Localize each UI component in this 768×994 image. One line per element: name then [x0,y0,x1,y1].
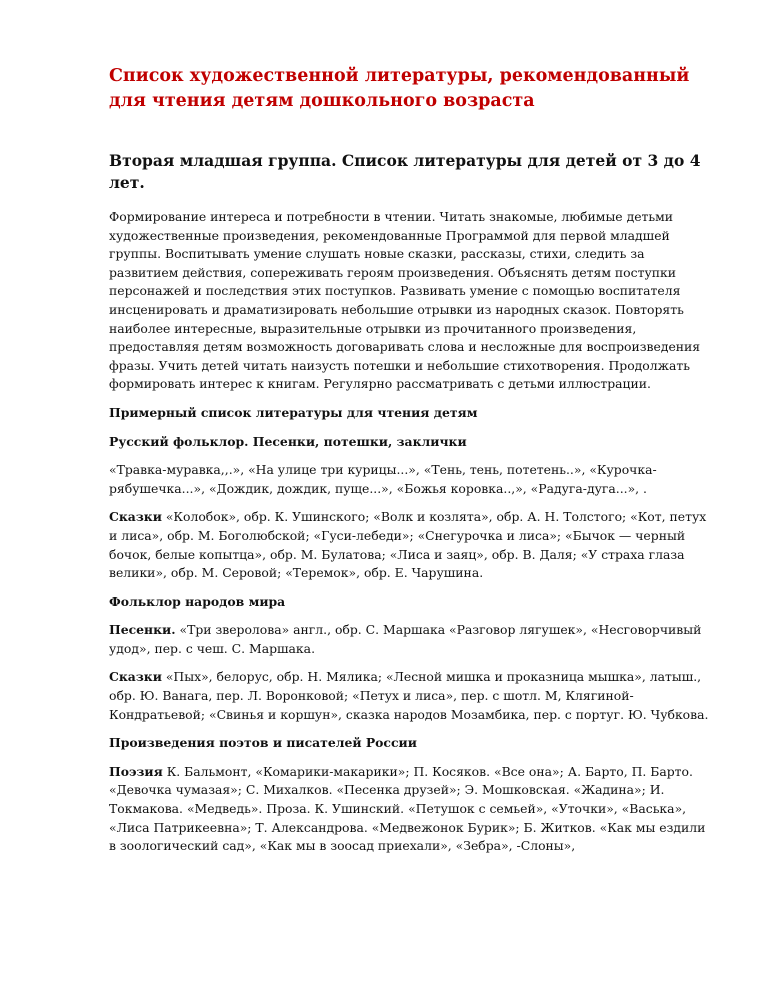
world-tales-text: «Пых», белорус, обр. Н. Мялика; «Лесной мишка и проказница мышка», латыш., обр. Ю. Ванага, пер. Л. Воронковой; «Петух и лиса», пер. с шотл. М, Клягиной-Кондратьевой; «Свинья и коршун», сказка народов Мозамбика, пер. с португ. Ю. Чубкова. [109,669,709,722]
russian-tales-label: Сказки [109,509,162,525]
world-folklore-heading: Фольклор народов мира [109,593,286,609]
poetry-label: Поэзия [109,763,163,779]
sample-list-heading: Примерный список литературы для чтения детям [109,404,478,420]
russian-authors-heading: Произведения поэтов и писателей России [109,735,417,751]
russian-tales-text: «Колобок», обр. К. Ушинского; «Волк и козлята», обр. А. Н. Толстого; «Кот, петух и лиса», обр. М. Боголюбской; «Гуси-лебеди»; «Снегурочка и лиса»; «Бычок — черный бочок, белые копытца», обр. М. Булатова; «Лиса и заяц», обр. В. Даля; «У страха глаза велики», обр. М. Серовой; «Теремок», обр. Е. Чарушина. [109,509,707,581]
russian-folklore-heading: Русский фольклор. Песенки, потешки, заклички [109,433,467,449]
poetry-text: К. Бальмонт, «Комарики-макарики»; П. Косяков. «Все она»; А. Барто, П. Барто. «Девочка чумазая»; С. Михалков. «Песенка друзей»; Э. Мошковская. «Жадина»; И. Токмакова. «Медведь». Проза. К. Ушинский. «Петушок с семьей», «Уточки», «Васька», «Лиса Патрикеевна»; Т. Александрова. «Медвежонок Бурик»; Б. Житков. «Как мы ездили в зоологический сад», «Как мы в зоосад приехали», «Зебра», -Слоны», [109,763,706,854]
russian-folklore-songs: «Травка-муравка,,.», «На улице три курицы...», «Тень, тень, потетень..», «Курочка-рябушечка...», «Дождик, дождик, пуще...», «Божья коровка..,», «Радуга-дуга...», . [109,462,657,496]
russian-tales-paragraph [109,508,712,582]
poetry-paragraph [109,763,712,856]
intro-paragraph: Формирование интереса и потребности в чтении. Читать знакомые, любимые детьми художественные произведения, рекомендованные Программой для первой младшей группы. Воспитывать умение слушать новые сказки, рассказы, стихи, следить за развитием действия, сопереживать героям произведения. Объяснять детям поступки персонажей и последствия этих поступков. Развивать умение с помощью воспитателя инсценировать и драматизировать небольшие отрывки из народных сказок. Повторять наиболее интересные, выразительные отрывки из прочитанного произведения, предоставляя детям возможность договаривать слова и несложные для воспроизведения фразы. Учить детей читать наизусть потешки и небольшие стихотворения. Продолжать формировать интерес к книгам. Регулярно рассматривать с детьми иллюстрации. [109,209,701,392]
world-songs-text: «Три зверолова» англ., обр. С. Маршака «Разговор лягушек», «Несговорчивый удод», пер. с чеш. С. Маршака. [109,622,702,656]
document-title: Список художественной литературы, рекомендованный для чтения детям дошкольного возраста [109,66,690,111]
world-tales-label: Сказки [109,669,162,685]
world-songs-paragraph [109,621,712,658]
world-tales-paragraph [109,668,712,724]
section-heading: Вторая младшая группа. Список литературы для детей от 3 до 4 лет. [109,151,701,192]
world-songs-label: Песенки. [109,622,176,638]
